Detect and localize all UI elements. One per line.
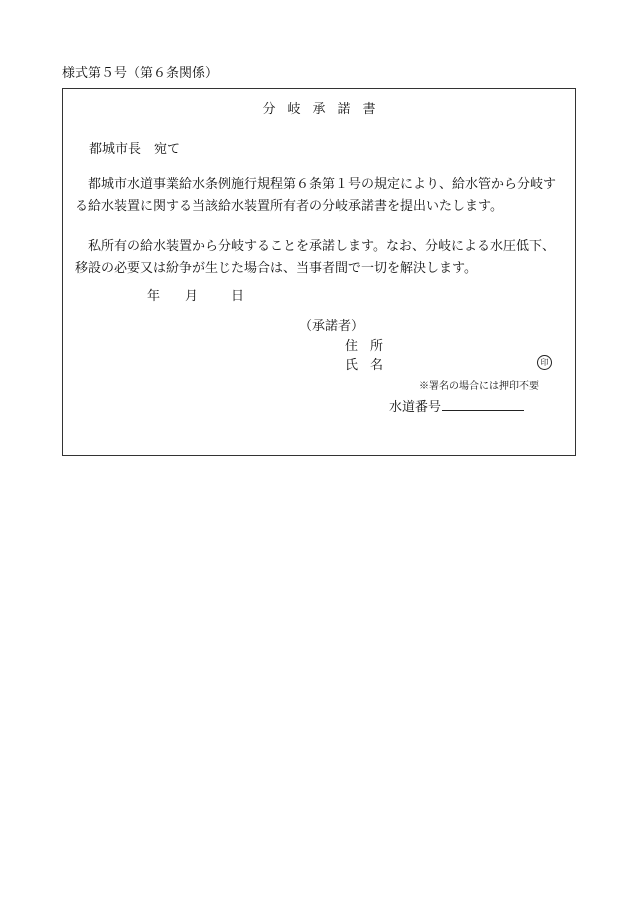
date-day-label: 日 xyxy=(231,289,245,304)
form-number: 様式第５号（第６条関係） xyxy=(62,66,219,81)
water-number-blank xyxy=(442,398,524,411)
date-month-label: 月 xyxy=(185,289,199,304)
document-title: 分岐承諾書 xyxy=(262,102,388,117)
date-year-label: 年 xyxy=(147,289,161,304)
name-label: 氏名 xyxy=(345,358,396,373)
addressee: 都城市長 宛て xyxy=(89,142,181,157)
paragraph-submission: 都城市水道事業給水条例施行規程第６条第１号の規定により、給水管から分岐する給水装置に関する当該給水装置所有者の分岐承諾書を提出いたします。 xyxy=(75,177,557,214)
water-number-label: 水道番号 xyxy=(389,400,442,415)
date-row xyxy=(147,285,244,304)
document-frame xyxy=(62,88,576,456)
seal-icon: 印 xyxy=(537,355,552,370)
water-number-row xyxy=(389,396,524,415)
seal-note: ※署名の場合には押印不要 xyxy=(419,381,539,392)
approver-heading: （承諾者） xyxy=(299,319,365,334)
paragraph-consent: 私所有の給水装置から分岐することを承諾します。なお、分岐による水圧低下、移設の必要又は紛争が生じた場合は、当事者間で一切を解決します。 xyxy=(75,239,555,276)
address-label: 住所 xyxy=(345,339,396,354)
